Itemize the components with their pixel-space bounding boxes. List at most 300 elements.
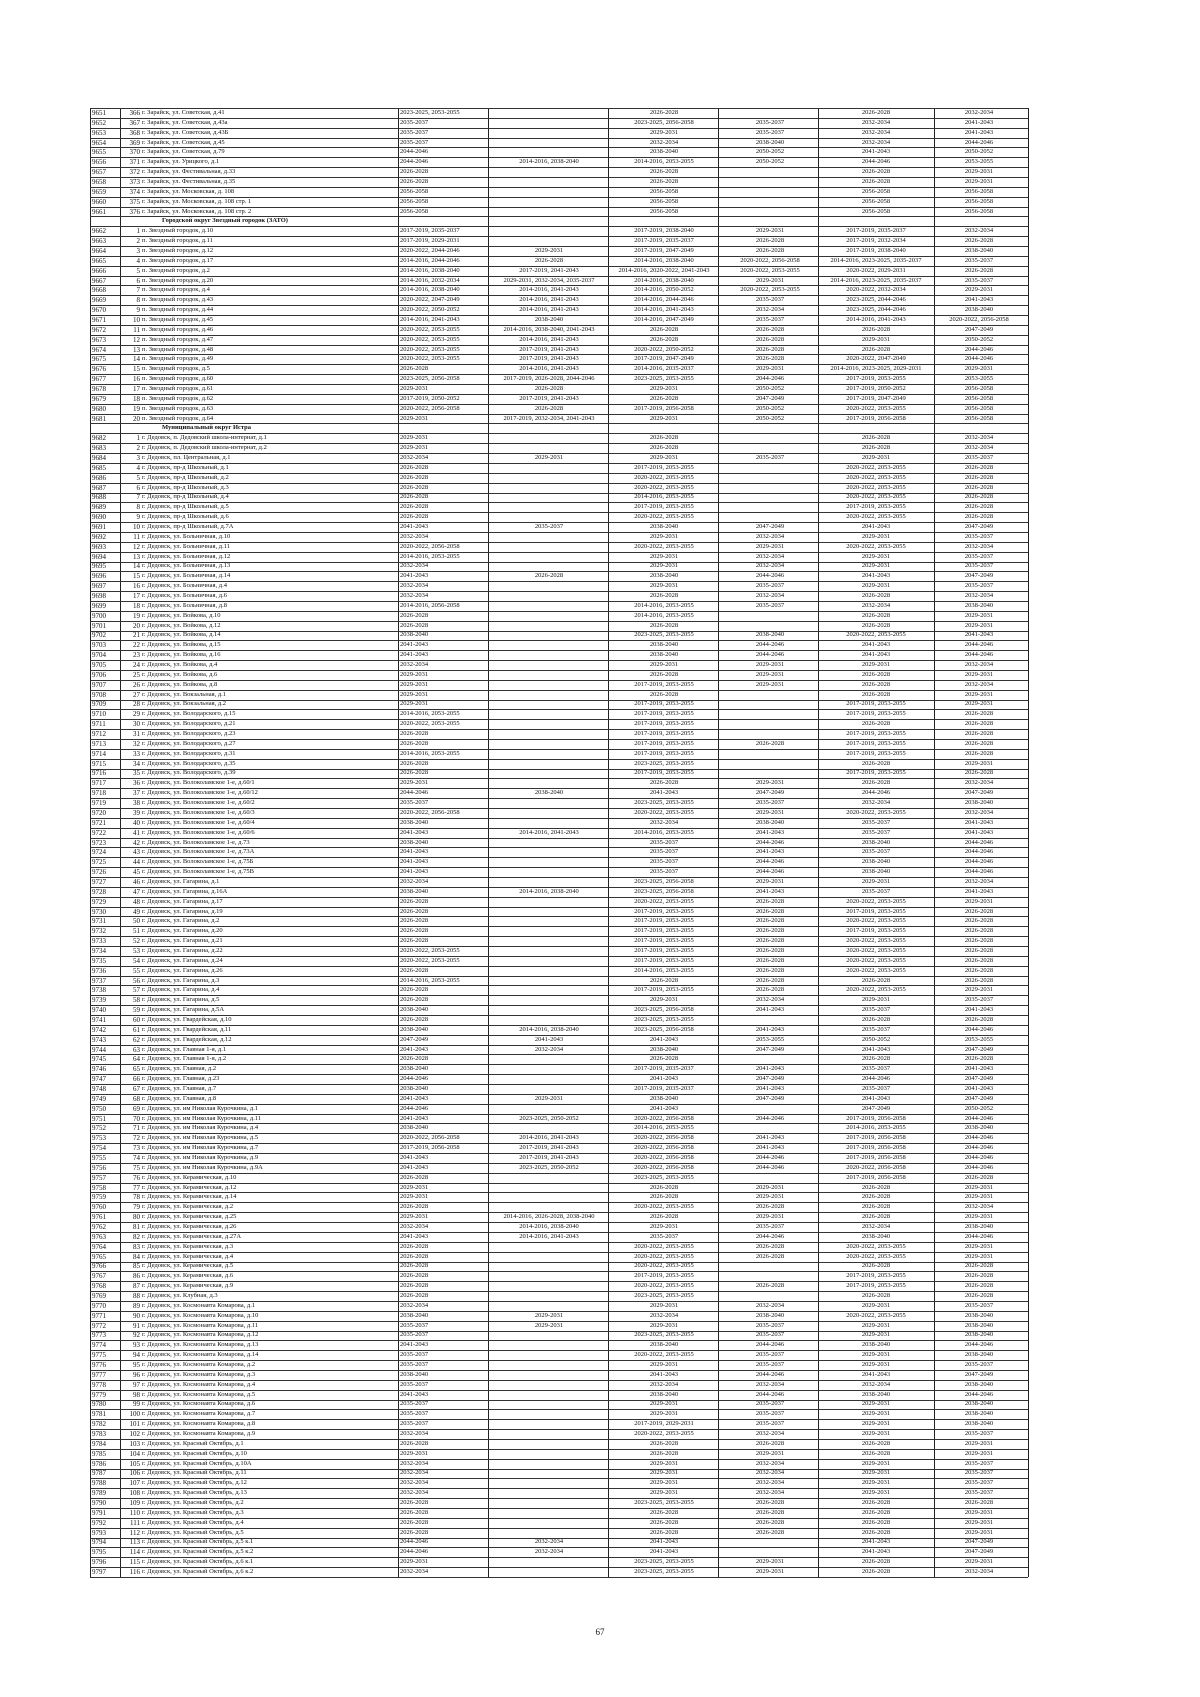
- row-number: 9727: [92, 877, 106, 886]
- period-cell: 2035-2037: [755, 582, 785, 590]
- period-cell: 2056-2058: [964, 207, 994, 215]
- period-cell: 2026-2028: [400, 513, 429, 521]
- period-cell: 2029-2031: [861, 996, 891, 1004]
- period-cell: 2050-2052: [755, 158, 785, 166]
- row-index: 368: [129, 128, 140, 137]
- address-cell: г. Дедовск, ул. Красный Октябрь, д.10: [142, 1449, 247, 1457]
- period-cell: 2035-2037: [964, 1459, 994, 1467]
- period-cell: 2029-2031: [861, 1420, 891, 1428]
- period-cell: 2017-2019, 2041-2043: [519, 394, 579, 402]
- period-cell: 2026-2028: [964, 1292, 994, 1300]
- period-cell: 2017-2019, 2050-2052: [400, 394, 460, 402]
- row-index: 6: [136, 276, 140, 285]
- address-cell: г. Дедовск, ул. Керамическая, д.6: [142, 1272, 234, 1280]
- row-number: 9767: [92, 1272, 106, 1281]
- row-number: 9771: [92, 1311, 106, 1320]
- row-index: 9: [136, 513, 140, 522]
- period-cell: 2017-2019, 2053-2055: [634, 710, 694, 718]
- row-index: 80: [133, 1213, 140, 1222]
- period-cell: 2029-2031: [400, 690, 429, 698]
- period-cell: 2026-2028: [649, 976, 679, 984]
- period-cell: 2026-2028: [755, 917, 785, 925]
- period-cell: 2035-2037: [400, 118, 429, 126]
- period-cell: 2026-2028: [964, 503, 994, 511]
- address-cell: г. Дедовск, ул. Красный Октябрь, д.12: [142, 1479, 247, 1487]
- period-cell: 2044-2046: [755, 572, 785, 580]
- address-cell: г. Дедовск, ул. Володарского, д.21: [142, 720, 236, 728]
- address-cell: п. Звездный городок, д.20: [142, 276, 214, 284]
- period-cell: 2032-2034: [400, 1489, 429, 1497]
- period-cell: 2032-2034: [534, 1045, 564, 1053]
- row-number: 9791: [92, 1508, 106, 1517]
- period-cell: 2038-2040: [964, 1223, 994, 1230]
- row-index: 57: [133, 986, 140, 995]
- period-cell: 2035-2037: [755, 315, 785, 323]
- period-cell: 2044-2046: [964, 651, 994, 659]
- period-cell: 2050-2052: [964, 335, 994, 343]
- address-cell: г. Дедовск, ул. Красный Октябрь, д.1: [142, 1439, 244, 1447]
- period-cell: 2020-2022, 2053-2055: [846, 1252, 906, 1260]
- period-cell: 2017-2019, 2053-2055: [634, 946, 694, 954]
- period-cell: 2026-2028: [861, 1558, 891, 1566]
- address-cell: г. Дедовск, ул. Красный Октябрь, д.5: [142, 1528, 244, 1536]
- period-cell: 2038-2040: [649, 651, 679, 659]
- row-index: 12: [133, 335, 140, 344]
- row-number: 9662: [92, 227, 106, 236]
- column-border: [120, 108, 121, 1577]
- row-number: 9676: [92, 365, 106, 374]
- period-cell: 2041-2043: [649, 1538, 679, 1546]
- period-cell: 2023-2025, 2053-2055: [634, 1292, 694, 1300]
- period-cell: 2041-2043: [861, 1094, 891, 1102]
- row-number: 9705: [92, 661, 106, 670]
- row-number: 9664: [92, 246, 106, 255]
- period-cell: 2029-2031: [400, 414, 429, 422]
- period-cell: 2023-2025, 2050-2052: [519, 1163, 579, 1171]
- row-number: 9760: [92, 1203, 106, 1212]
- period-cell: 2056-2058: [964, 394, 994, 402]
- address-cell: г. Дедовск, ул. Главная 1-я, д.2: [142, 1055, 227, 1063]
- period-cell: 2044-2046: [755, 1341, 785, 1349]
- address-cell: г. Дедовск, ул. Керамическая, д.4: [142, 1252, 234, 1260]
- period-cell: 2047-2049: [964, 572, 994, 580]
- period-cell: 2014-2016, 2035-2037: [634, 365, 694, 373]
- period-cell: 2032-2034: [755, 532, 785, 540]
- address-cell: г. Дедовск, ул. Красный Октябрь, д.6 к.2: [142, 1568, 254, 1576]
- period-cell: 2020-2022, 2053-2055: [400, 956, 460, 964]
- row-number: 9670: [92, 306, 106, 315]
- address-cell: г. Дедовск, ул. Красный Октябрь, д.10А: [142, 1459, 252, 1467]
- row-number: 9790: [92, 1499, 106, 1508]
- row-number: 9719: [92, 799, 106, 808]
- period-cell: 2023-2025, 2053-2055: [634, 1331, 694, 1339]
- row-index: 15: [133, 572, 140, 581]
- row-index: 2: [136, 444, 140, 453]
- row-index: 101: [129, 1420, 140, 1429]
- period-cell: 2044-2046: [755, 1370, 785, 1378]
- period-cell: 2038-2040: [649, 523, 679, 530]
- period-cell: 2026-2028: [861, 177, 891, 185]
- period-cell: 2038-2040: [964, 1380, 994, 1388]
- period-cell: 2026-2028: [534, 572, 564, 580]
- period-cell: 2020-2022, 2056-2058: [400, 808, 460, 816]
- period-cell: 2032-2034: [400, 453, 429, 461]
- period-cell: 2029-2031: [861, 1400, 891, 1408]
- period-cell: 2035-2037: [964, 1301, 994, 1309]
- period-cell: 2014-2016, 2041-2043: [846, 315, 906, 323]
- row-number: 9658: [92, 177, 106, 186]
- period-cell: 2056-2058: [861, 207, 891, 215]
- row-index: 104: [129, 1449, 140, 1458]
- row-index: 7: [136, 286, 140, 295]
- period-cell: 2038-2040: [400, 1311, 429, 1319]
- period-cell: 2044-2046: [964, 1114, 994, 1122]
- period-cell: 2041-2043: [400, 848, 429, 856]
- period-cell: 2026-2028: [964, 1015, 994, 1023]
- row-number: 9718: [92, 789, 106, 798]
- period-cell: 2035-2037: [755, 1410, 785, 1418]
- period-cell: 2029-2031: [964, 621, 994, 629]
- period-cell: 2020-2022, 2056-2058: [740, 256, 800, 264]
- period-cell: 2023-2025, 2056-2058: [634, 1025, 694, 1033]
- period-cell: 2014-2016, 2038-2040: [400, 286, 460, 294]
- row-index: 24: [133, 661, 140, 670]
- period-cell: 2035-2037: [649, 838, 679, 846]
- row-number: 9681: [92, 414, 106, 423]
- row-number: 9725: [92, 858, 106, 867]
- row-number: 9724: [92, 848, 106, 857]
- row-index: 62: [133, 1035, 140, 1044]
- address-cell: п. Звездный городок, д.62: [142, 394, 214, 402]
- period-cell: 2014-2016, 2053-2055: [634, 493, 694, 501]
- period-cell: 2026-2028: [861, 759, 891, 767]
- period-cell: 2035-2037: [400, 1351, 429, 1359]
- period-cell: 2026-2028: [400, 611, 429, 619]
- period-cell: 2038-2040: [861, 1341, 891, 1349]
- address-cell: г. Дедовск, пл. Центральная, д.1: [142, 453, 231, 461]
- row-number: 9769: [92, 1292, 106, 1301]
- address-cell: г. Дедовск, ул. Гагарина, д.26: [142, 966, 223, 974]
- row-index: 372: [129, 168, 140, 177]
- period-cell: 2026-2028: [861, 1528, 891, 1536]
- period-cell: 2026-2028: [400, 483, 429, 491]
- period-cell: 2050-2052: [755, 404, 785, 412]
- row-number: 9742: [92, 1025, 106, 1034]
- period-cell: 2026-2028: [755, 966, 785, 974]
- row-index: 69: [133, 1104, 140, 1113]
- section-title: Муниципальный округ Истра: [162, 424, 252, 432]
- period-cell: 2026-2028: [861, 1183, 891, 1191]
- row-number: 9656: [92, 158, 106, 167]
- period-cell: 2017-2019, 2041-2043: [519, 345, 579, 353]
- period-cell: 2032-2034: [861, 1380, 891, 1388]
- period-cell: 2026-2028: [400, 621, 429, 629]
- row-index: 55: [133, 966, 140, 975]
- period-cell: 2050-2052: [755, 148, 785, 156]
- period-cell: 2026-2028: [649, 621, 679, 629]
- period-cell: 2023-2025, 2053-2055: [634, 1558, 694, 1566]
- row-number: 9744: [92, 1045, 106, 1054]
- period-cell: 2029-2031: [755, 1449, 785, 1457]
- period-cell: 2044-2046: [755, 1153, 785, 1161]
- period-cell: 2023-2025, 2056-2058: [400, 375, 460, 383]
- period-cell: 2026-2028: [649, 325, 679, 333]
- row-index: 110: [129, 1508, 140, 1517]
- period-cell: 2026-2028: [861, 779, 891, 787]
- period-cell: 2014-2016, 2023-2025, 2035-2037: [830, 256, 922, 264]
- row-number: 9666: [92, 266, 106, 275]
- address-cell: г. Дедовск, ул. Володарского, д.27: [142, 739, 236, 747]
- period-cell: 2020-2022, 2053-2055: [846, 483, 906, 491]
- row-number: 9694: [92, 552, 106, 561]
- row-number: 9710: [92, 710, 106, 719]
- period-cell: 2032-2034: [400, 592, 429, 600]
- period-cell: 2014-2016, 2053-2055: [400, 710, 460, 718]
- period-cell: 2020-2022, 2047-2049: [400, 296, 460, 304]
- period-cell: 2032-2034: [400, 1459, 429, 1467]
- period-cell: 2038-2040: [964, 1351, 994, 1359]
- period-cell: 2038-2040: [400, 631, 429, 639]
- period-cell: 2014-2016, 2041-2043: [519, 296, 579, 304]
- period-cell: 2032-2034: [755, 1489, 785, 1497]
- period-cell: 2035-2037: [755, 118, 785, 126]
- row-index: 49: [133, 907, 140, 916]
- period-cell: 2032-2034: [861, 799, 891, 807]
- row-index: 96: [133, 1370, 140, 1379]
- row-number: 9730: [92, 907, 106, 916]
- column-border: [818, 108, 819, 1577]
- period-cell: 2035-2037: [649, 868, 679, 876]
- period-cell: 2020-2022, 2053-2055: [846, 513, 906, 521]
- row-number: 9669: [92, 296, 106, 305]
- period-cell: 2026-2028: [649, 670, 679, 678]
- period-cell: 2020-2022, 2053-2055: [634, 1203, 694, 1211]
- period-cell: 2026-2028: [755, 946, 785, 954]
- period-cell: 2026-2028: [400, 1528, 429, 1536]
- address-cell: г. Дедовск, ул. Космонавта Комарова, д.9: [142, 1430, 256, 1438]
- period-cell: 2032-2034: [534, 1548, 564, 1556]
- period-cell: 2044-2046: [964, 355, 994, 363]
- row-number: 9713: [92, 739, 106, 748]
- period-cell: 2017-2019, 2053-2055: [634, 739, 694, 747]
- address-cell: г. Дедовск, ул. Керамическая, д.14: [142, 1193, 237, 1201]
- row-number: 9729: [92, 897, 106, 906]
- period-cell: 2017-2019, 2053-2055: [846, 769, 906, 777]
- period-cell: 2029-2031: [400, 1193, 429, 1201]
- period-cell: 2026-2028: [400, 1272, 429, 1280]
- column-border: [934, 108, 935, 1577]
- period-cell: 2044-2046: [400, 789, 429, 797]
- row-index: 45: [133, 868, 140, 877]
- period-cell: 2017-2019, 2053-2055: [846, 907, 906, 915]
- period-cell: 2035-2037: [755, 1400, 785, 1408]
- period-cell: 2017-2019, 2053-2055: [634, 720, 694, 728]
- row-index: 75: [133, 1163, 140, 1172]
- period-cell: 2020-2022, 2053-2055: [634, 473, 694, 481]
- period-cell: 2026-2028: [400, 917, 429, 925]
- row-index: 1: [136, 227, 140, 236]
- period-cell: 2038-2040: [400, 838, 429, 846]
- period-cell: 2035-2037: [755, 1361, 785, 1369]
- period-cell: 2026-2028: [400, 1203, 429, 1211]
- row-index: 16: [133, 375, 140, 384]
- period-cell: 2026-2028: [400, 759, 429, 767]
- period-cell: 2029-2031: [755, 779, 785, 787]
- period-cell: 2026-2028: [861, 670, 891, 678]
- period-cell: 2044-2046: [755, 1163, 785, 1171]
- address-cell: г. Зарайск, ул. Фестивальная, д.35: [142, 177, 236, 185]
- period-cell: 2041-2043: [400, 1163, 429, 1171]
- row-number: 9653: [92, 128, 106, 137]
- period-cell: 2041-2043: [400, 641, 429, 649]
- period-cell: 2026-2028: [861, 1568, 891, 1576]
- period-cell: 2026-2028: [861, 168, 891, 176]
- row-index: 103: [129, 1439, 140, 1448]
- period-cell: 2017-2019, 2032-2034: [846, 237, 906, 245]
- row-index: 114: [129, 1548, 140, 1557]
- address-cell: п. Звездный городок, д.10: [142, 227, 214, 235]
- row-index: 375: [129, 197, 140, 206]
- address-cell: г. Дедовск, ул. Гагарина, д.1: [142, 877, 220, 885]
- address-cell: п. Звездный городок, д.17: [142, 256, 214, 264]
- period-cell: 2029-2031: [649, 562, 679, 570]
- period-cell: 2026-2028: [649, 177, 679, 185]
- address-cell: г. Зарайск, ул. Московская, д. 108: [142, 187, 235, 195]
- row-number: 9787: [92, 1469, 106, 1478]
- row-number: 9773: [92, 1331, 106, 1340]
- period-cell: 2029-2031: [400, 1183, 429, 1191]
- period-cell: 2020-2022, 2053-2055: [846, 946, 906, 954]
- period-cell: 2026-2028: [649, 434, 679, 442]
- period-cell: 2026-2028: [400, 730, 429, 738]
- row-index: 35: [133, 769, 140, 778]
- row-number: 9703: [92, 641, 106, 650]
- row-index: 2: [136, 237, 140, 246]
- row-number: 9675: [92, 355, 106, 364]
- period-cell: 2026-2028: [964, 1272, 994, 1280]
- row-number: 9699: [92, 601, 106, 610]
- period-cell: 2029-2031: [964, 1183, 994, 1191]
- address-cell: п. Звездный городок, д.61: [142, 384, 214, 392]
- period-cell: 2035-2037: [964, 1479, 994, 1487]
- period-cell: 2029-2031: [861, 1351, 891, 1359]
- row-index: 94: [133, 1351, 140, 1360]
- address-cell: г. Дедовск, ул. Володарского, д.39: [142, 769, 236, 777]
- period-cell: 2044-2046: [400, 1104, 429, 1112]
- period-cell: 2041-2043: [964, 631, 994, 639]
- period-cell: 2032-2034: [964, 227, 994, 235]
- period-cell: 2029-2031: [400, 1449, 429, 1457]
- address-cell: г. Дедовск, ул. Красный Октябрь, д.5 к.2: [142, 1548, 254, 1556]
- period-cell: 2056-2058: [964, 187, 994, 195]
- row-number: 9692: [92, 532, 106, 541]
- period-cell: 2035-2037: [400, 1380, 429, 1388]
- period-cell: 2029-2031: [755, 661, 785, 669]
- period-cell: 2038-2040: [964, 601, 994, 609]
- row-number: 9697: [92, 582, 106, 591]
- period-cell: 2038-2040: [649, 572, 679, 580]
- period-cell: 2020-2022, 2053-2055: [400, 720, 460, 728]
- period-cell: 2044-2046: [964, 848, 994, 856]
- period-cell: 2017-2019, 2053-2055: [846, 927, 906, 935]
- period-cell: 2041-2043: [400, 868, 429, 876]
- period-cell: 2023-2025, 2053-2055: [634, 1568, 694, 1576]
- period-cell: 2047-2049: [964, 325, 994, 333]
- period-cell: 2017-2019, 2053-2055: [634, 463, 694, 471]
- address-cell: г. Дедовск, ул. им Николая Курочкина, д.9А: [142, 1163, 263, 1171]
- period-cell: 2047-2049: [861, 1104, 891, 1112]
- period-cell: 2029-2031: [649, 1223, 679, 1230]
- row-index: 53: [133, 946, 140, 955]
- period-cell: 2041-2043: [649, 1035, 679, 1043]
- period-cell: 2026-2028: [400, 168, 429, 176]
- period-cell: 2044-2046: [964, 838, 994, 846]
- period-cell: 2044-2046: [964, 1232, 994, 1240]
- period-cell: 2026-2028: [964, 720, 994, 728]
- period-cell: 2014-2016, 2044-2046: [634, 296, 694, 304]
- address-cell: г. Дедовск, ул. Гагарина, д.16А: [142, 887, 228, 895]
- row-index: 59: [133, 1006, 140, 1015]
- period-cell: 2035-2037: [755, 453, 785, 461]
- period-cell: 2026-2028: [964, 966, 994, 974]
- address-cell: г. Дедовск, ул. Волоколамское 1-е, д.75Б: [142, 858, 254, 866]
- period-cell: 2041-2043: [964, 828, 994, 836]
- row-index: 367: [129, 118, 140, 127]
- period-cell: 2026-2028: [861, 108, 891, 116]
- period-cell: 2026-2028: [964, 946, 994, 954]
- period-cell: 2032-2034: [400, 1430, 429, 1438]
- row-index: 66: [133, 1075, 140, 1084]
- row-index: 54: [133, 956, 140, 965]
- period-cell: 2020-2022, 2044-2046: [400, 246, 460, 254]
- row-number: 9680: [92, 404, 106, 413]
- period-cell: 2038-2040: [649, 148, 679, 156]
- period-cell: 2029-2031: [964, 1508, 994, 1516]
- period-cell: 2041-2043: [964, 118, 994, 126]
- address-cell: п. Звездный городок, д.4: [142, 286, 210, 294]
- row-index: 65: [133, 1065, 140, 1074]
- period-cell: 2029-2031: [964, 1518, 994, 1526]
- period-cell: 2035-2037: [400, 1420, 429, 1428]
- period-cell: 2029-2031: [964, 611, 994, 619]
- row-index: 374: [129, 187, 140, 196]
- period-cell: 2026-2028: [649, 1518, 679, 1526]
- period-cell: 2017-2019, 2050-2052: [846, 384, 906, 392]
- address-cell: г. Дедовск, ул. Волоколамское 1-е, д.60/1: [142, 779, 255, 787]
- address-cell: г. Дедовск, ул. Керамическая, д.27А: [142, 1232, 242, 1240]
- address-cell: п. Звездный городок, д.43: [142, 296, 214, 304]
- period-cell: 2041-2043: [964, 818, 994, 826]
- period-cell: 2014-2016, 2053-2055: [400, 976, 460, 984]
- period-cell: 2038-2040: [649, 1341, 679, 1349]
- period-cell: 2026-2028: [861, 434, 891, 442]
- address-cell: г. Дедовск, ул. Керамическая, д.3: [142, 1242, 234, 1250]
- period-cell: 2044-2046: [964, 1163, 994, 1171]
- row-number: 9698: [92, 592, 106, 601]
- row-number: 9765: [92, 1252, 106, 1261]
- period-cell: 2026-2028: [861, 720, 891, 728]
- row-index: 11: [133, 532, 140, 541]
- row-number: 9716: [92, 769, 106, 778]
- period-cell: 2029-2031: [755, 808, 785, 816]
- period-cell: 2041-2043: [400, 572, 429, 580]
- period-cell: 2023-2025, 2050-2052: [519, 1114, 579, 1122]
- period-cell: 2023-2025, 2056-2058: [634, 1006, 694, 1014]
- period-cell: 2044-2046: [964, 1153, 994, 1161]
- period-cell: 2017-2019, 2053-2055: [846, 749, 906, 757]
- period-cell: 2026-2028: [400, 1015, 429, 1023]
- period-cell: 2017-2019, 2056-2058: [846, 1153, 906, 1161]
